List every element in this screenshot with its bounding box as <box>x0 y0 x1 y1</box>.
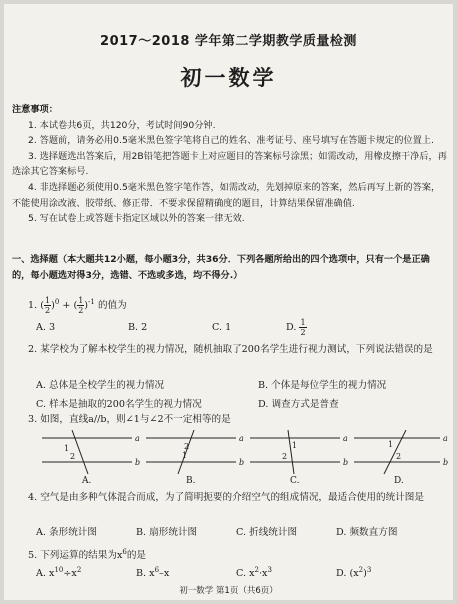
svg-text:2: 2 <box>396 452 402 461</box>
note-item: 4. 非选择题必须使用0.5毫米黑色签字笔作答，如需改动，先划掉原来的答案，然后再写上新的答案，不能使用涂改液、胶带纸、修正带．不要求保留精确度的题目，计算结果保留准确值. <box>12 181 441 209</box>
q5-option-d: D. $(x^2)^3$ <box>336 566 372 580</box>
svg-text:b: b <box>343 458 349 467</box>
q3-figure-b <box>146 430 246 486</box>
q5-option-a: A. $x^{10}\div x^2$ <box>36 566 82 580</box>
q1-term1: ( $\frac{1}{2}$ )$^0$ <box>40 296 60 316</box>
q5-option-c: C. $x^2\cdot x^3$ <box>236 566 272 580</box>
note-item: 2. 答题前，请务必用0.5毫米黑色签字笔将自己的姓名、准考证号、座号填写在答题卡规定的位置上. <box>28 135 434 147</box>
q2-option-a: A. 总体是全校学生的视力情况 <box>36 380 165 391</box>
svg-text:1: 1 <box>182 451 188 460</box>
q1-suffix: 的值为 <box>97 300 127 312</box>
svg-text:1: 1 <box>292 441 298 450</box>
svg-text:a: a <box>135 434 140 443</box>
notes-block <box>12 102 448 227</box>
svg-text:b: b <box>135 458 141 467</box>
note-item: 5. 写在试卷上或答题卡指定区域以外的答案一律无效. <box>28 213 245 225</box>
q5-option-b: B. $x^6-x$ <box>136 566 170 580</box>
question-5: 5. 下列运算的结果为$x^6$的是 <box>28 548 147 562</box>
q3-figure-c <box>250 430 350 486</box>
q4-option-c: C. 折线统计图 <box>236 527 298 538</box>
question-4: 4. 空气是由多种气体混合而成，为了简明扼要的介绍空气的组成情况，最适合使用的统计图是 <box>28 492 424 503</box>
q1-option-d: D. $\frac{1}{2}$ <box>286 318 306 337</box>
subject-title: 初一数学 <box>180 66 277 90</box>
svg-text:b: b <box>443 458 449 467</box>
exam-page <box>4 4 453 600</box>
q1-option-b: B. 2 <box>128 322 148 333</box>
q4-option-a: A. 条形统计图 <box>36 527 97 538</box>
q3-figures <box>24 430 449 488</box>
svg-text:b: b <box>239 458 245 467</box>
q3-label-c: C. <box>290 476 300 486</box>
q3-label-b: B. <box>186 476 196 486</box>
q1-term2: ( $\frac{1}{2}$ )$^{-1}$ <box>73 296 95 316</box>
svg-text:2: 2 <box>282 452 288 461</box>
svg-text:a: a <box>343 434 348 443</box>
q1-plus: + <box>62 300 71 312</box>
q1-options <box>36 318 436 342</box>
notes-heading: 注意事项： <box>12 104 58 115</box>
q1-option-c: C. 1 <box>212 322 232 333</box>
question-2: 2. 某学校为了解本校学生的视力情况，随机抽取了200名学生进行视力测试，下列说法错误的是 <box>28 344 433 355</box>
q3-label-a: A. <box>82 476 92 486</box>
question-3: 3. 如图，直线a//b，则∠1与∠2不一定相等的是 <box>28 414 231 425</box>
q2-option-c: C. 样本是抽取的200名学生的视力情况 <box>36 399 202 410</box>
svg-text:a: a <box>443 434 448 443</box>
q3-label-d: D. <box>394 476 404 486</box>
page-footer: 初一数学 第1页（共6页） <box>179 586 278 596</box>
section-heading: 一、选择题（本大题共12小题，每小题3分，共36分．下列各题所给出的四个选项中，只有一个是正确的，每小题选对得3分，选错、不选或多选，均不得分.） <box>12 254 430 281</box>
note-item: 1. 本试卷共6页，共120分，考试时间90分钟. <box>28 119 216 131</box>
note-item: 3. 选择题选出答案后，用2B铅笔把答题卡上对应题目的答案标号涂黑；如需改动，用橡皮擦干净后，再选涂其它答案标号. <box>12 150 447 178</box>
svg-text:1: 1 <box>388 440 394 449</box>
q5-options <box>36 566 446 584</box>
q2-option-b: B. 个体是每位学生的视力情况 <box>258 380 387 391</box>
q3-figure-d <box>354 430 453 486</box>
q2-option-d: D. 调查方式是普查 <box>258 399 339 410</box>
q4-option-d: D. 频数直方图 <box>336 527 398 538</box>
q4-option-b: B. 扇形统计图 <box>136 527 198 538</box>
svg-text:a: a <box>239 434 244 443</box>
q1-option-a: A. 3 <box>36 322 56 333</box>
exam-title: 2017～2018 学年第二学期教学质量检测 <box>100 34 357 49</box>
question-1 <box>12 294 448 315</box>
q1-prefix: 1. <box>28 300 38 312</box>
svg-text:2: 2 <box>70 452 76 461</box>
q3-figure-a <box>42 430 142 486</box>
q4-options <box>36 524 446 544</box>
svg-text:1: 1 <box>64 444 70 453</box>
svg-text:2: 2 <box>184 442 190 451</box>
